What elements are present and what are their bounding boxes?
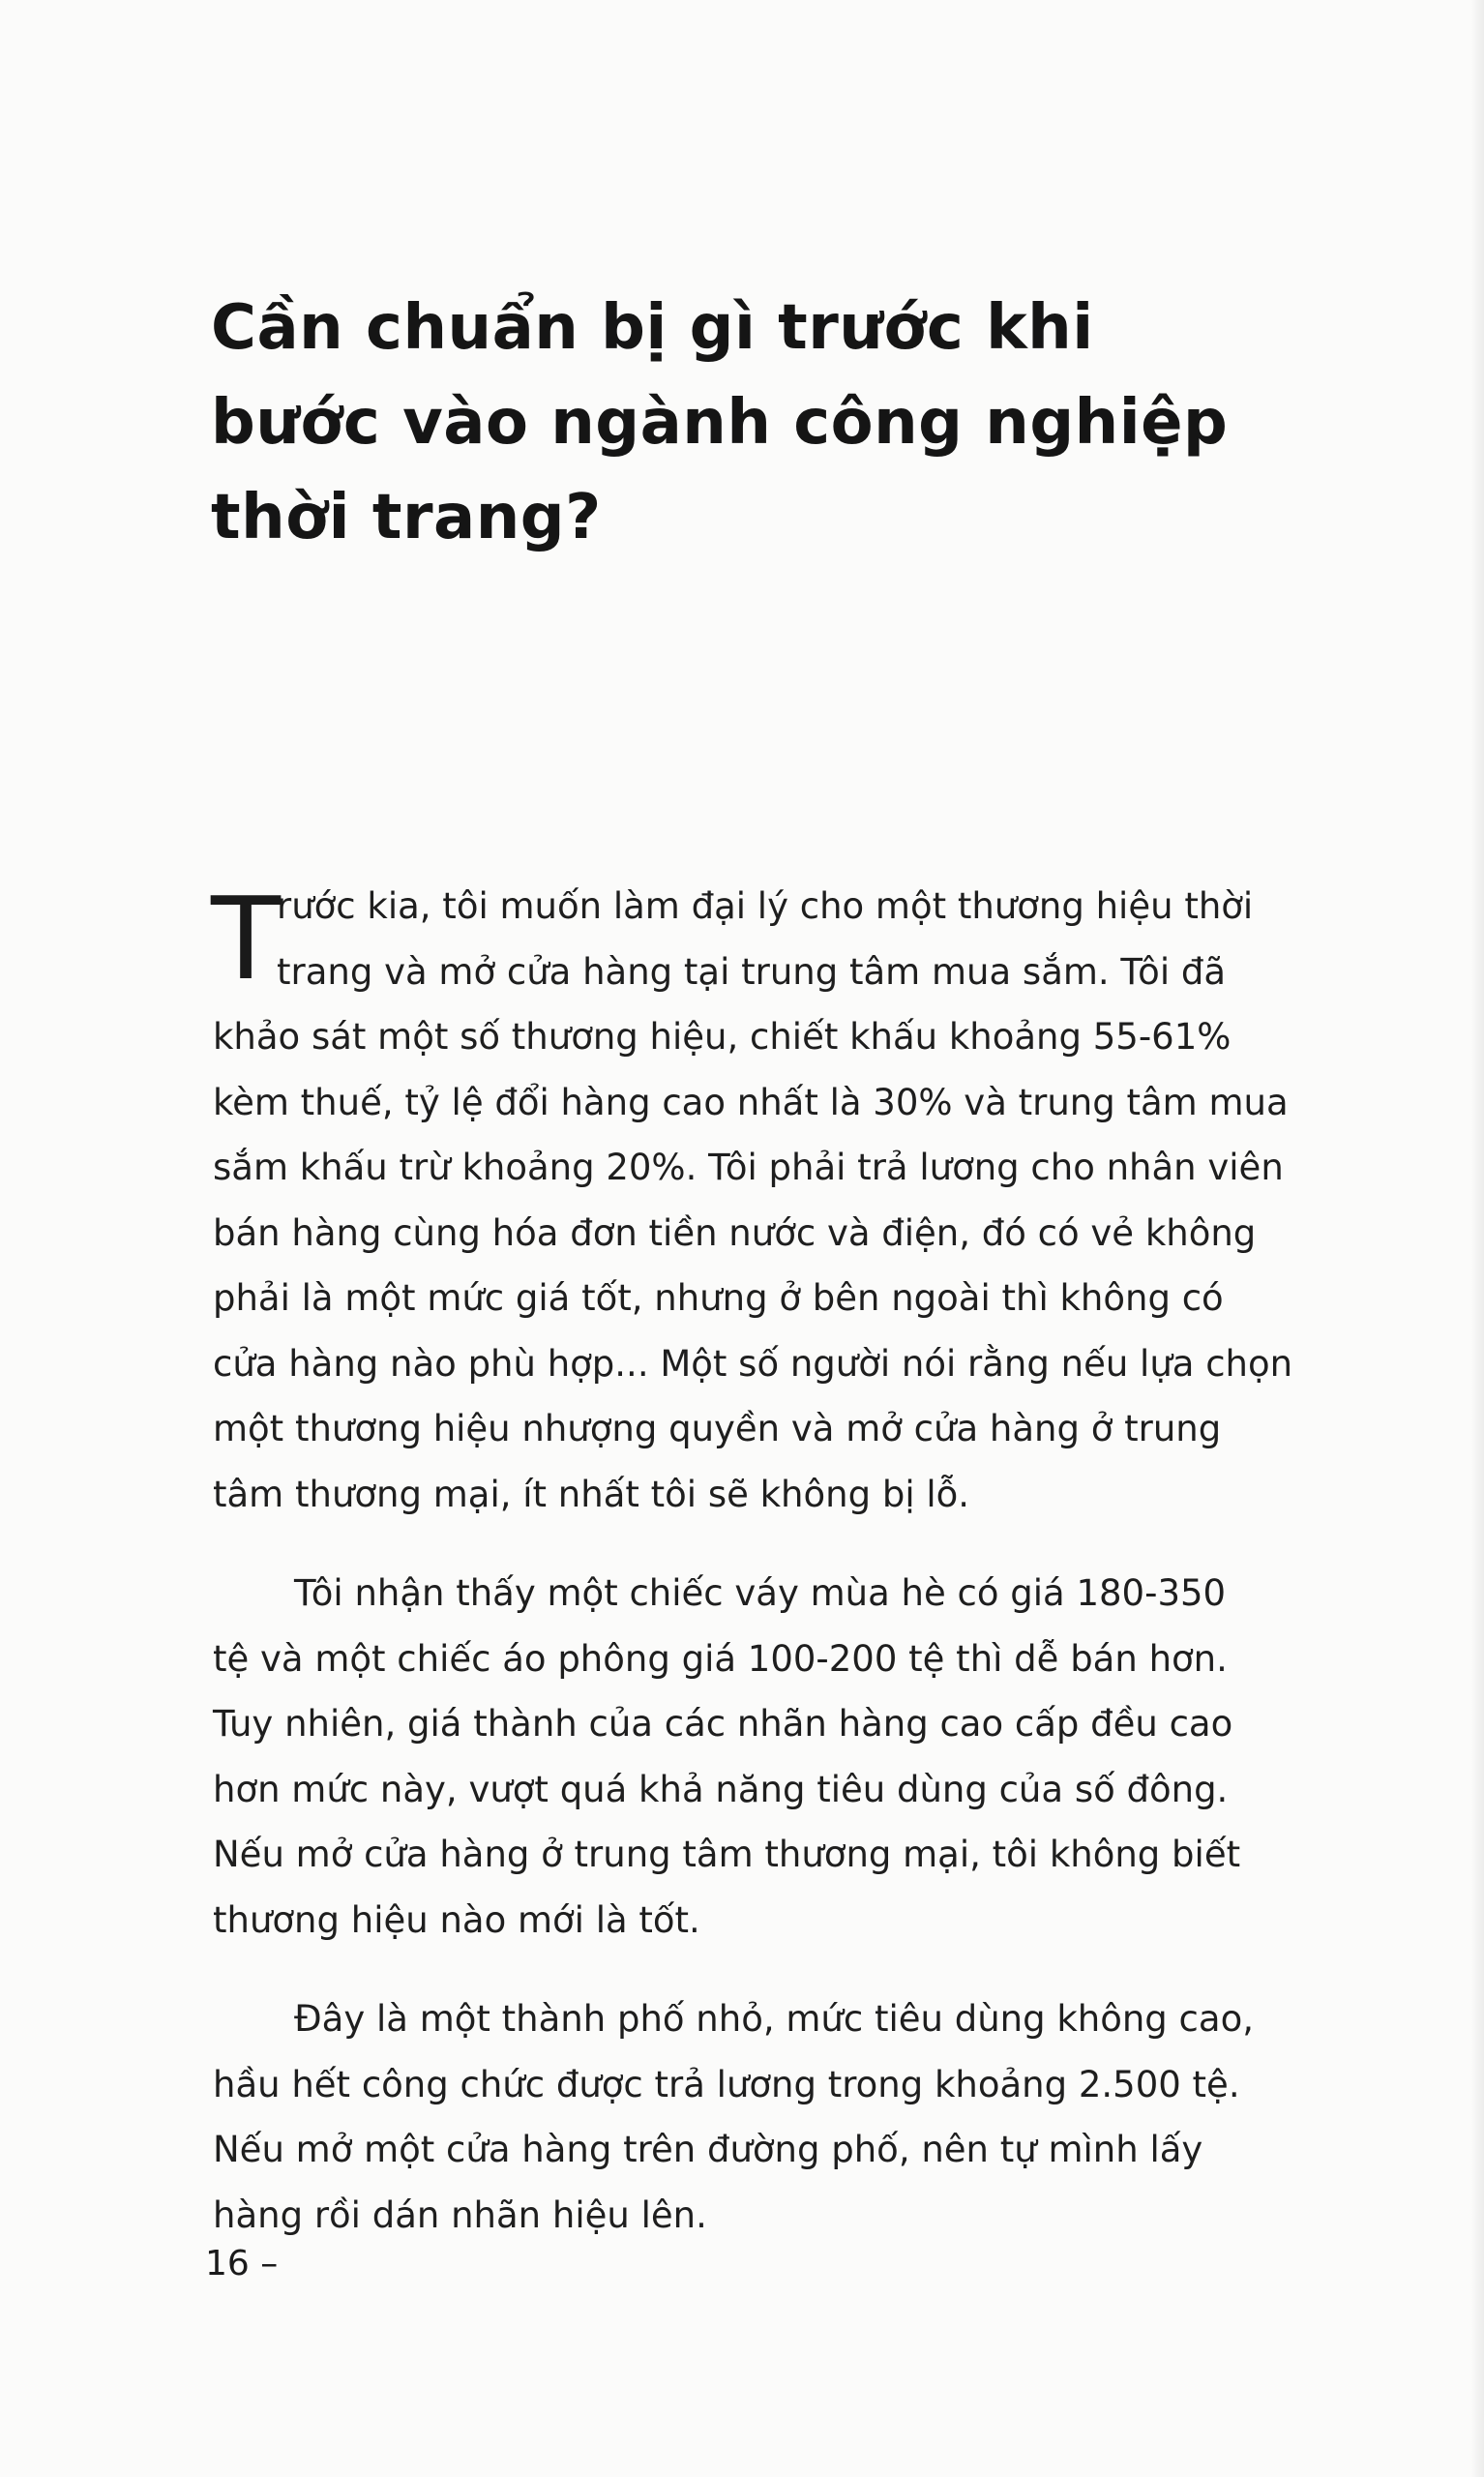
paragraph-line: Nếu mở cửa hàng ở trung tâm thương mại, tôi không biết (213, 1834, 1241, 1875)
paragraph-line: Tôi nhận thấy một chiếc váy mùa hè có giá 180-350 (294, 1572, 1227, 1614)
paragraph-line: thương hiệu nào mới là tốt. (213, 1898, 700, 1941)
body-text (213, 874, 1306, 2282)
chapter-title-line: Cần chuẩn bị gì trước khi (211, 292, 1094, 364)
paragraph-line: hơn mức này, vượt quá khả năng tiêu dùng của số đông. (213, 1768, 1229, 1810)
dropcap-block (213, 874, 1306, 1004)
paragraph-line: Nếu mở một cửa hàng trên đường phố, nên tự mình lấy (213, 2129, 1203, 2170)
paragraph-line: sắm khấu trừ khoảng 20%. Tôi phải trả lương cho nhân viên (213, 1147, 1284, 1188)
paragraph-3 (213, 1986, 1306, 2248)
paragraph-line: Đây là một thành phố nhỏ, mức tiêu dùng không cao, (294, 1998, 1254, 2040)
paragraph-line: trang và mở cửa hàng tại trung tâm mua sắm. Tôi đã (277, 950, 1227, 993)
paragraph-line: tâm thương mại, ít nhất tôi sẽ không bị lỗ. (213, 1473, 970, 1515)
paragraph-line: một thương hiệu nhượng quyền và mở cửa hàng ở trung (213, 1408, 1222, 1449)
chapter-title-line: bước vào ngành công nghiệp (211, 387, 1229, 459)
paragraph-1 (213, 874, 1306, 1527)
page-edge-shadow (1470, 0, 1484, 2477)
paragraph-line: rước kia, tôi muốn làm đại lý cho một thương hiệu thời (277, 885, 1254, 927)
page-number: 16 – (205, 2244, 279, 2283)
paragraph-line: kèm thuế, tỷ lệ đổi hàng cao nhất là 30% và trung tâm mua (213, 1081, 1289, 1123)
paragraph-line: hàng rồi dán nhãn hiệu lên. (213, 2193, 707, 2236)
drop-cap: T (211, 872, 282, 1005)
paragraph-line: phải là một mức giá tốt, nhưng ở bên ngoài thì không có (213, 1277, 1224, 1319)
paragraph-line: cửa hàng nào phù hợp... Một số người nói rằng nếu lựa chọn (213, 1342, 1293, 1385)
chapter-title (211, 281, 1275, 565)
paragraph-line: Tuy nhiên, giá thành của các nhãn hàng cao cấp đều cao (213, 1703, 1233, 1745)
chapter-title-line: thời trang? (211, 482, 602, 553)
paragraph-line: tệ và một chiếc áo phông giá 100-200 tệ thì dễ bán hơn. (213, 1637, 1228, 1680)
paragraph-line: khảo sát một số thương hiệu, chiết khấu khoảng 55-61% (213, 1016, 1232, 1058)
paragraph-line: hầu hết công chức được trả lương trong khoảng 2.500 tệ. (213, 2063, 1240, 2105)
paragraph-2 (213, 1561, 1306, 1953)
paragraph-line: bán hàng cùng hóa đơn tiền nước và điện, đó có vẻ không (213, 1211, 1257, 1254)
